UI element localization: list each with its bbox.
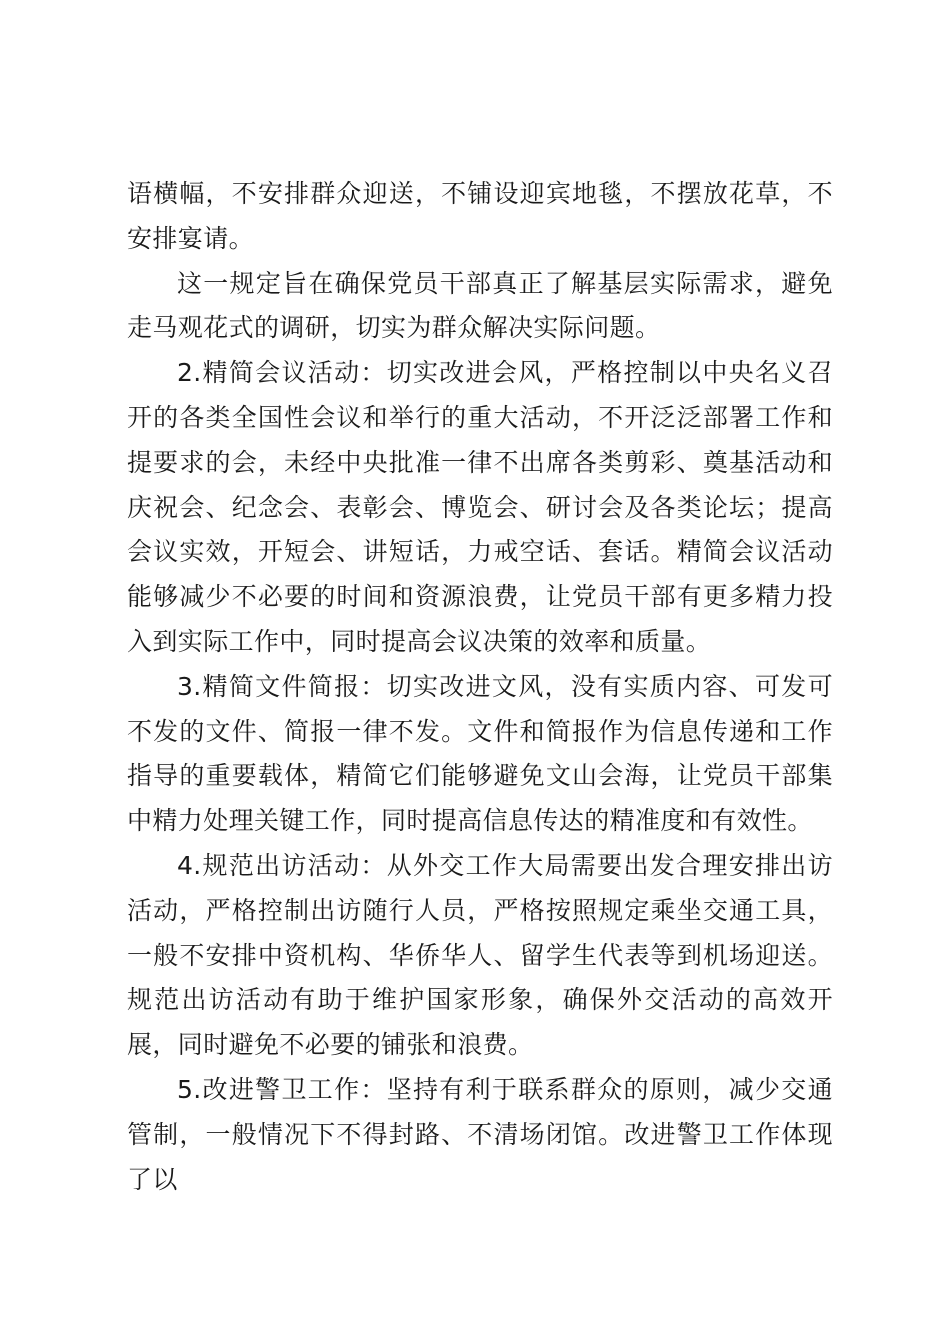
paragraph-purpose: 这一规定旨在确保党员干部真正了解基层实际需求，避免走马观花式的调研，切实为群众解决实际问题。 [127, 268, 833, 343]
paragraph-item-2: 2.精简会议活动：切实改进会风，严格控制以中央名义召开的各类全国性会议和举行的重大活动，不开泛泛部署工作和提要求的会，未经中央批准一律不出席各类剪彩、奠基活动和庆祝会、纪念会、表彰会、博览会、研讨会及各类论坛；提高会议实效，开短会、讲短话，力戒空话、套话。精简会议活动能够减少不必要的时间和资源浪费，让党员干部有更多精力投入到实际工作中，同时提高会议决策的效率和质量。 [127, 358, 833, 656]
paragraph-item-4: 4.规范出访活动：从外交工作大局需要出发合理安排出访活动，严格控制出访随行人员，严格按照规定乘坐交通工具，一般不安排中资机构、华侨华人、留学生代表等到机场迎送。规范出访活动有助于维护国家形象，确保外交活动的高效开展，同时避免不必要的铺张和浪费。 [127, 850, 833, 1060]
paragraph-item-3: 3.精简文件简报：切实改进文风，没有实质内容、可发可不发的文件、简报一律不发。文件和简报作为信息传递和工作指导的重要载体，精简它们能够避免文山会海，让党员干部集中精力处理关键工作，同时提高信息传达的精准度和有效性。 [127, 671, 833, 836]
paragraph-item-5: 5.改进警卫工作：坚持有利于联系群众的原则，减少交通管制，一般情况下不得封路、不清场闭馆。改进警卫工作体现了以 [127, 1074, 833, 1194]
document-body [127, 172, 833, 1202]
paragraph-continued: 语横幅，不安排群众迎送，不铺设迎宾地毯，不摆放花草，不安排宴请。 [127, 179, 833, 253]
